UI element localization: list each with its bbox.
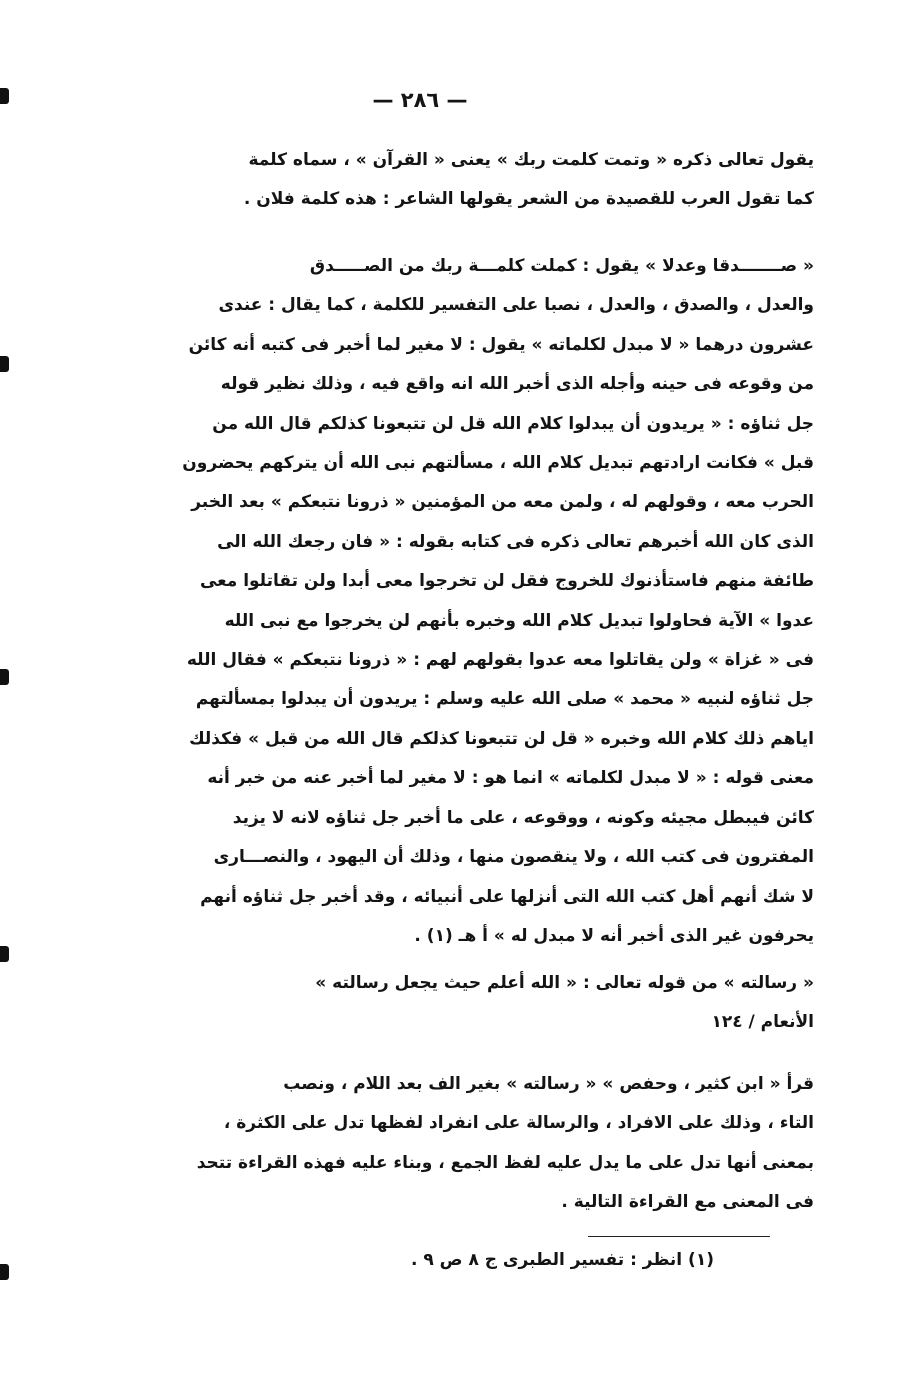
text-line: طائفة منهم فاستأذنوك للخروج فقل لن تخرجوا معى أبدا ولن تقاتلوا معى [199,571,814,592]
text-line: قبل » فكانت ارادتهم تبديل كلام الله ، مسألتهم نبى الله أن يتركهم يحضرون [182,453,814,474]
text-line: قرأ « ابن كثير ، وحفص » « رسالته » بغير الف بعد اللام ، ونصب [283,1074,814,1094]
text-line: جل ثناؤه : « يريدون أن يبدلوا كلام الله قل لن تتبعونا كذلكم قال الله من [212,413,814,434]
text-line: والعدل ، والصدق ، والعدل ، نصبا على التفسير للكلمة ، كما يقال : عندى [218,295,814,316]
text-line: الحرب معه ، وقولهم له ، ولمن معه من المؤمنين « ذرونا نتبعكم » بعد الخبر [191,492,814,513]
verse-reference-text: الأنعام / ١٢٤ [711,1012,814,1032]
margin-mark [0,1264,9,1280]
text-line: بمعنى أنها تدل على ما يدل عليه لفظ الجمع ، وبناء عليه فهذه القراءة تتحد [196,1152,814,1173]
paragraph-2 [92,247,814,947]
text-line: يقول تعالى ذكره « وتمت كلمت ربك » يعنى « القرآن » ، سماه كلمة [248,150,814,170]
margin-mark [0,946,9,962]
text-line: المفترون فى كتب الله ، ولا ينقصون منها ، وذلك أن اليهود ، والنصـــارى [213,847,814,868]
text-line: لا شك أنهم أهل كتب الله التى أنزلها على أنبيائه ، وقد أخبر جل ثناؤه أنهم [200,886,814,907]
footnote-divider [588,1236,770,1237]
text-line: التاء ، وذلك على الافراد ، والرسالة على انفراد لفظها تدل على الكثرة ، [223,1113,814,1134]
verse-reference [120,1012,814,1032]
section-heading: « رسالته » من قوله تعالى : « الله أعلم حيث يجعل رسالته » [315,973,814,993]
text-line: جل ثناؤه لنبيه « محمد » صلى الله عليه وسلم : يريدون أن يبدلوا بمسألتهم [195,689,814,710]
paragraph-1 [92,141,814,221]
text-line: اياهم ذلك كلام الله وخبره « قل لن تتبعونا كذلكم قال الله من قبل » فكذلك [189,728,814,749]
text-line: « صـــــــدقا وعدلا » يقول : كملت كلمـــة ربك من الصـــــدق [309,256,814,276]
text-line: معنى قوله : « لا مبدل لكلماته » انما هو : لا مغير لما أخبر عنه من خبر أنه [207,768,814,789]
text-line: فى « غزاة » ولن يقاتلوا معه عدوا بقولهم لهم : « ذرونا نتبعكم » فقال الله [186,650,814,671]
text-line: الذى كان الله أخبرهم تعالى ذكره فى كتابه بقوله : « فان رجعك الله الى [217,531,814,552]
text-line: من وقوعه فى حينه وأجله الذى أخبر الله انه واقع فيه ، وذلك نظير قوله [220,374,814,395]
footnote: (١) انظر : تفسير الطبرى ج ٨ ص ٩ . [410,1250,714,1270]
text-line: كائن فيبطل مجيئه وكونه ، ووقوعه ، على ما أخبر جل ثناؤه لانه لا يزيد [232,807,814,828]
text-line: فى المعنى مع القراءة التالية . [561,1192,814,1213]
text-line: يحرفون غير الذى أخبر أنه لا مبدل له » أ هـ (١) . [414,925,814,946]
paragraph-3 [92,1065,814,1225]
text-line: عشرون درهما « لا مبدل لكلماته » يقول : لا مغير لما أخبر فى كتبه أنه كائن [188,334,814,355]
text-line: عدوا » الآية فحاولوا تبديل كلام الله وخبره بأنهم لن يخرجوا مع نبى الله [224,610,814,631]
margin-mark [0,669,9,685]
text-line: كما تقول العرب للقصيدة من الشعر يقولها الشاعر : هذه كلمة فلان . [243,189,814,210]
page-number: — ٢٨٦ — [372,88,468,112]
margin-mark [0,356,9,372]
